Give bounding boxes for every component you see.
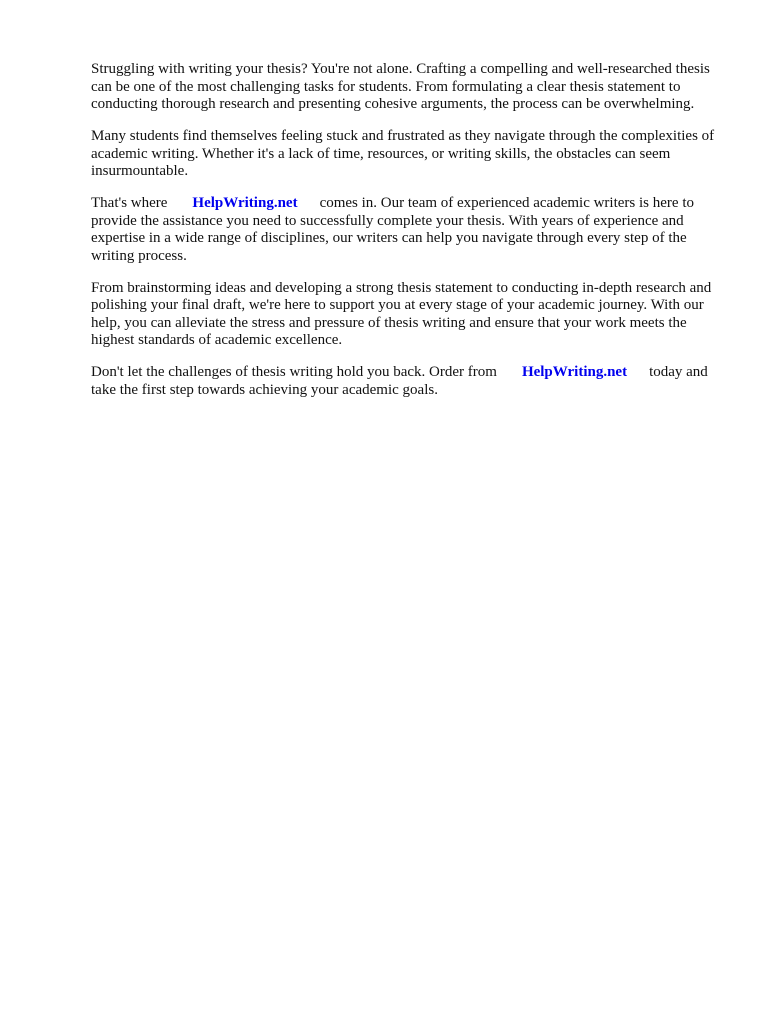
paragraph-support: From brainstorming ideas and developing a strong thesis statement to conducting in-depth research and polishing your final draft, we're here to support you at every stage of your academic journey. With our help, you can alleviate the stress and pressure of thesis writing and ensure that your work meets the highest standards of academic excellence. — [91, 279, 712, 348]
document-body — [91, 61, 731, 414]
helpwriting-order-link[interactable]: HelpWriting.net — [521, 364, 628, 380]
paragraph-call-to-action — [91, 364, 731, 399]
paragraph-struggles: Many students find themselves feeling stuck and frustrated as they navigate through the complexities of academic writing. Whether it's a lack of time, resources, or writing skills, the obstacles can seem insurmountable. — [91, 128, 715, 179]
helpwriting-link[interactable]: HelpWriting.net — [192, 195, 298, 211]
paragraph-intro: Struggling with writing your thesis? You're not alone. Crafting a compelling and well-researched thesis can be one of the most challenging tasks for students. From formulating a clear thesis statement to conducting thorough research and presenting cohesive arguments, the process can be overwhelming. — [91, 61, 710, 112]
paragraph-service — [91, 195, 731, 265]
paragraph-service-lead: That's where — [91, 195, 168, 211]
paragraph-cta-rest: today and take the first step towards achieving your academic goals. — [91, 364, 708, 398]
paragraph-cta-lead: Don't let the challenges of thesis writing hold you back. Order from — [91, 364, 497, 380]
paragraph-service-rest: comes in. Our team of experienced academic writers is here to provide the assistance you need to successfully complete your thesis. With years of experience and expertise in a wide range of disciplines, our writers can help you navigate through every step of the writing process. — [91, 195, 694, 264]
